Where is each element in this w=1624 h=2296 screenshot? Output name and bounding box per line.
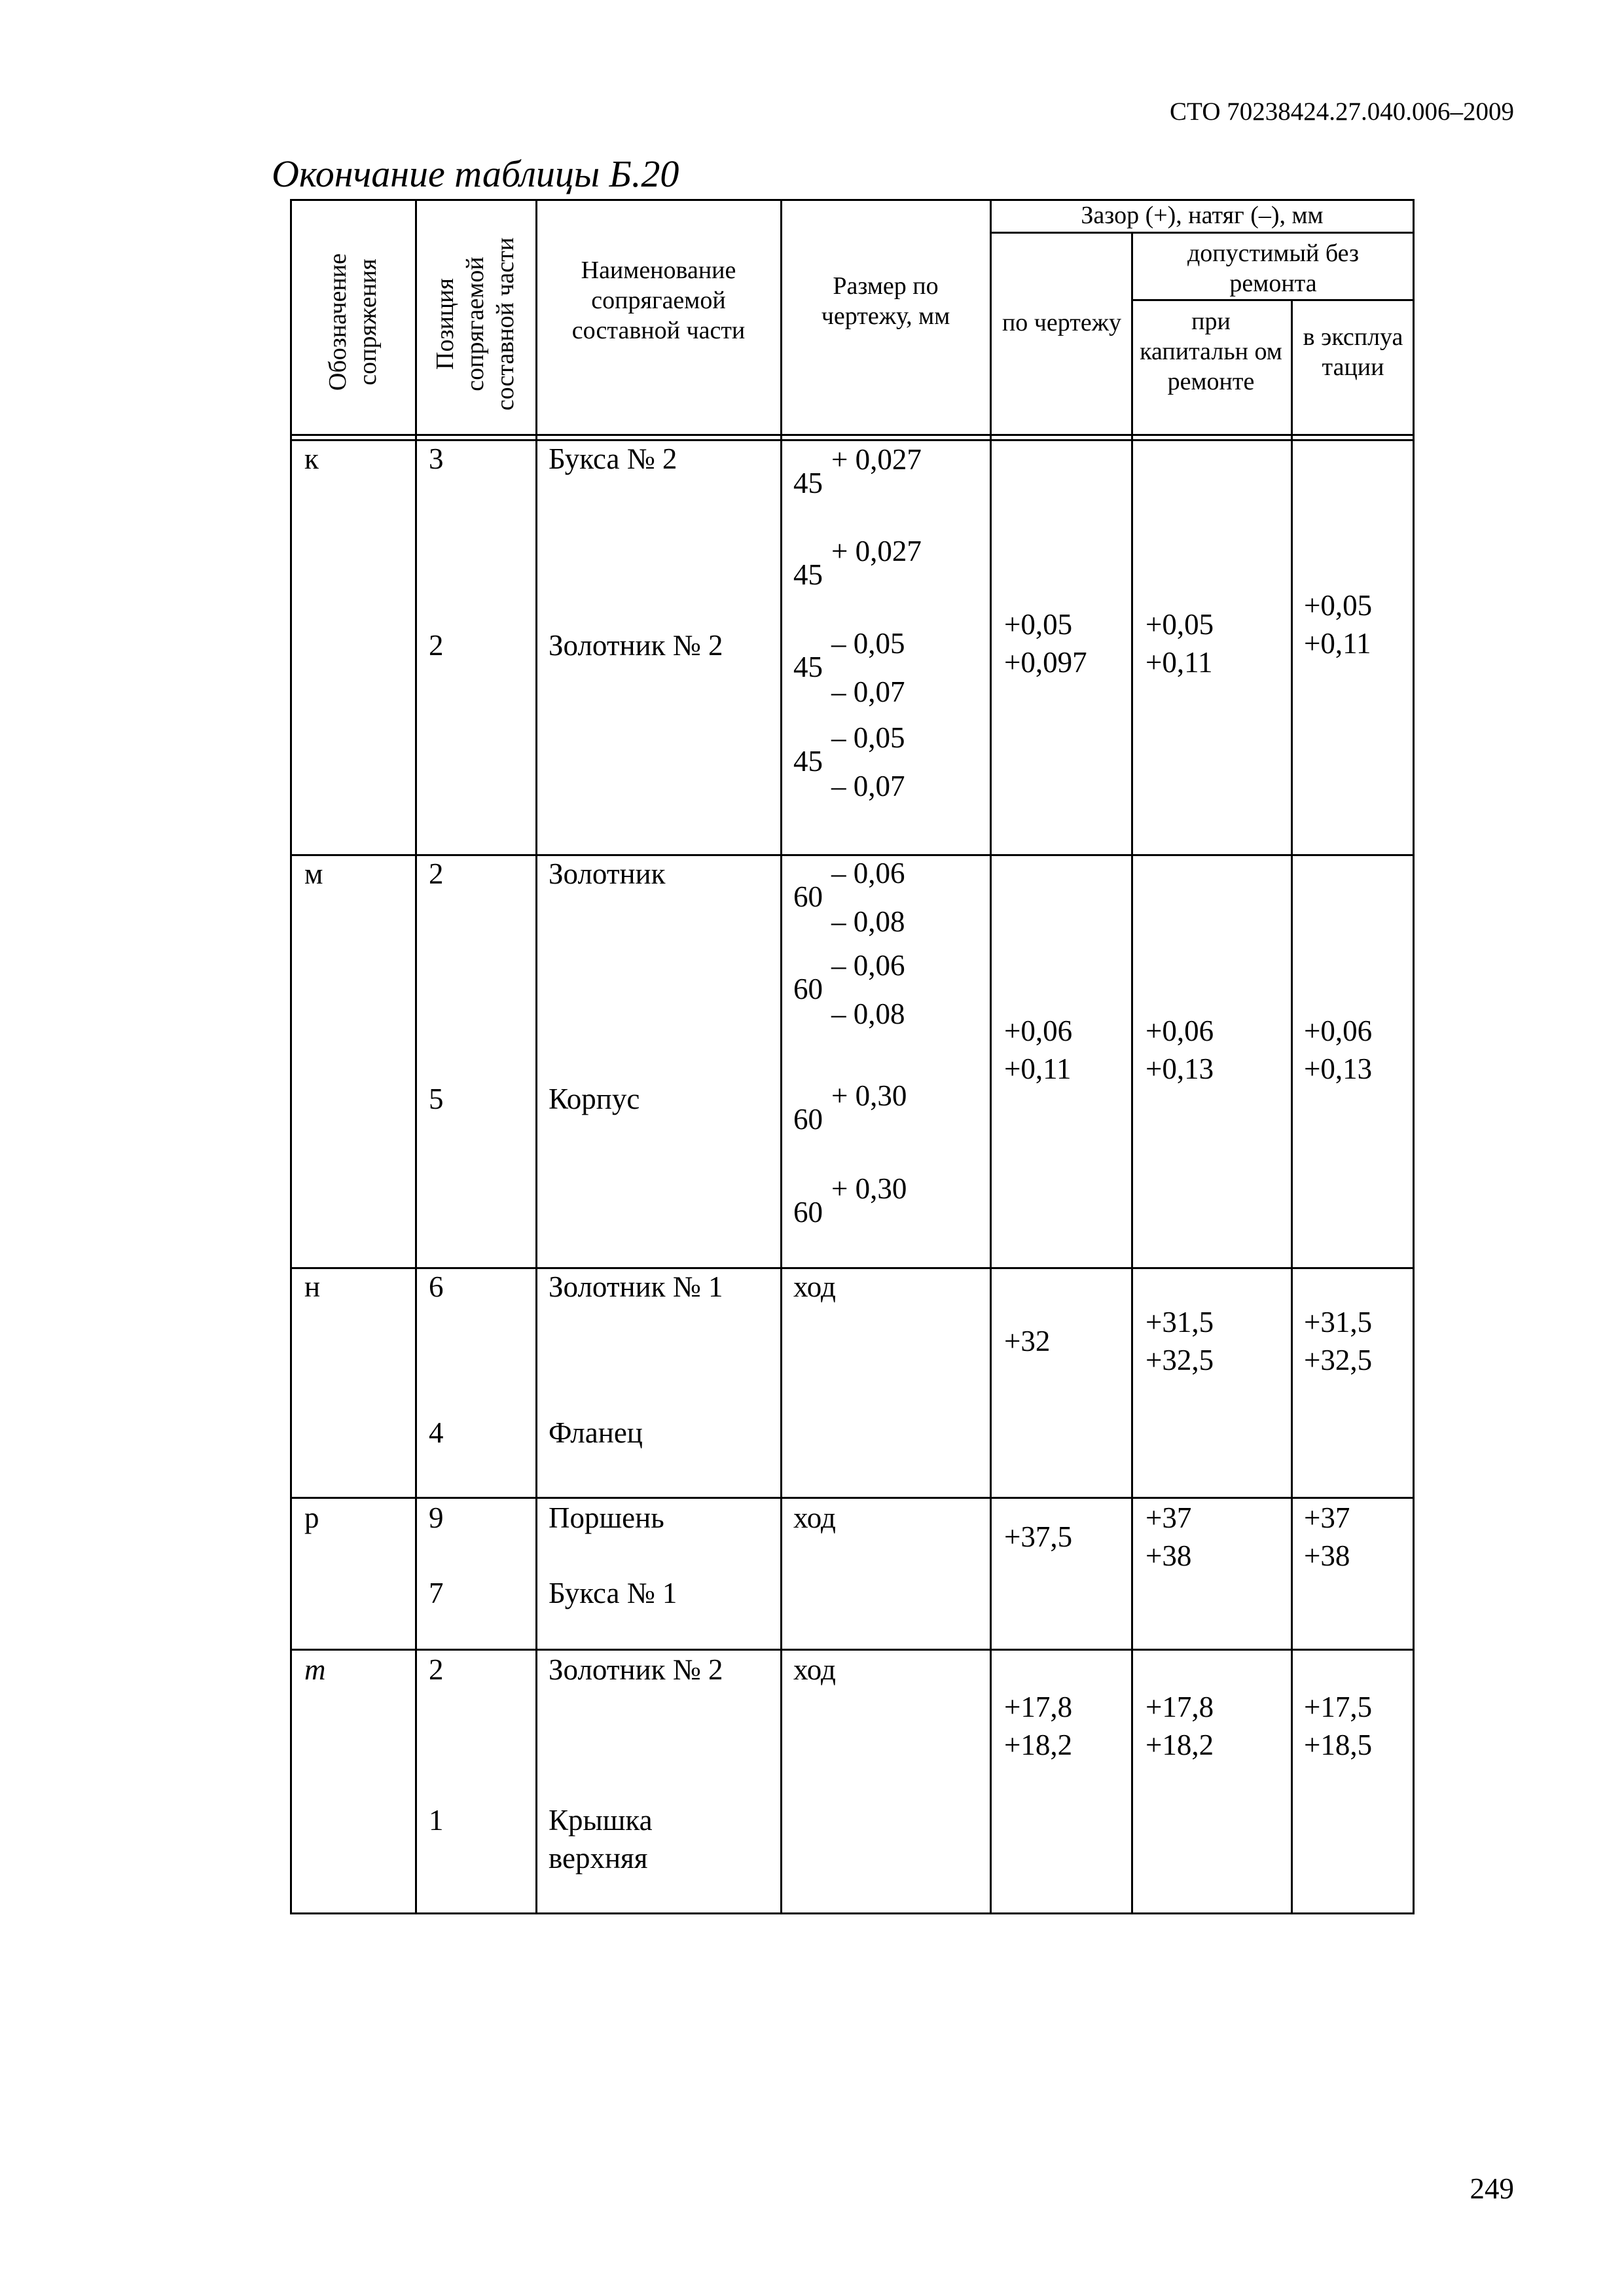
row-position: 3 — [429, 442, 444, 475]
column-divider — [780, 199, 782, 1914]
header-position: Позиция сопрягаемой составной части — [431, 237, 519, 411]
size-tolerance: – 0,05 45 – 0,07 — [793, 721, 905, 802]
overhaul-value: +17,8 — [1146, 1691, 1214, 1723]
row-designation: н — [304, 1270, 321, 1303]
row-position: 2 — [429, 857, 444, 890]
column-divider — [415, 199, 417, 1914]
by-drawing-value: +0,06 — [1004, 1014, 1073, 1047]
row-part-name: Фланец — [549, 1416, 643, 1449]
row-position: 6 — [429, 1270, 444, 1303]
row-part-name: Золотник № 1 — [549, 1270, 723, 1303]
by-drawing-value: +18,2 — [1004, 1729, 1073, 1761]
row-part-name-continued: верхняя — [549, 1842, 648, 1874]
row-position: 7 — [429, 1577, 444, 1609]
by-drawing-value: +0,05 — [1004, 608, 1073, 641]
size-text: ход — [793, 1270, 836, 1303]
service-value: +18,5 — [1304, 1729, 1373, 1761]
row-part-name: Крышка — [549, 1804, 653, 1837]
column-divider — [1131, 232, 1133, 1914]
by-drawing-value: +37,5 — [1004, 1520, 1073, 1553]
header-designation: Обозначение сопряжения — [324, 253, 382, 391]
size-tolerance: – 0,06 60 – 0,08 — [793, 857, 905, 938]
service-value: +0,06 — [1304, 1014, 1373, 1047]
header-size: Размер по чертежу, мм — [821, 272, 950, 330]
row-part-name: Букса № 2 — [549, 442, 677, 475]
document-code: СТО 70238424.27.040.006–2009 — [1170, 98, 1514, 126]
size-tolerance: + 0,027 45 — [793, 443, 922, 499]
overhaul-value: +32,5 — [1146, 1344, 1214, 1376]
row-part-name: Поршень — [549, 1501, 664, 1534]
row-designation: т — [304, 1653, 326, 1686]
by-drawing-value: +17,8 — [1004, 1691, 1073, 1723]
row-designation: к — [304, 442, 319, 475]
column-divider — [1291, 299, 1293, 1914]
overhaul-value: +18,2 — [1146, 1729, 1214, 1761]
row-position: 5 — [429, 1083, 444, 1115]
page-number: 249 — [1470, 2172, 1514, 2205]
service-value: +38 — [1304, 1539, 1350, 1572]
service-value: +31,5 — [1304, 1306, 1373, 1338]
header-by-drawing: по чертежу — [1001, 309, 1122, 336]
row-position: 2 — [429, 1653, 444, 1686]
table-border-left — [290, 199, 292, 1914]
service-value: +0,11 — [1304, 627, 1371, 660]
table-caption: Окончание таблицы Б.20 — [272, 152, 679, 195]
size-text: ход — [793, 1653, 836, 1686]
service-value: +0,05 — [1304, 589, 1373, 622]
size-tolerance: – 0,05 45 – 0,07 — [793, 627, 905, 708]
row-part-name: Букса № 1 — [549, 1577, 677, 1609]
overhaul-value: +0,06 — [1146, 1014, 1214, 1047]
row-divider — [290, 1267, 1415, 1269]
row-part-name: Золотник № 2 — [549, 1653, 723, 1686]
header-name: Наименование сопрягаемой составной части — [571, 257, 746, 344]
row-designation: м — [304, 857, 323, 890]
service-value: +0,13 — [1304, 1052, 1373, 1085]
row-divider — [290, 1649, 1415, 1651]
row-position: 9 — [429, 1501, 444, 1534]
overhaul-value: +38 — [1146, 1539, 1192, 1572]
row-position: 4 — [429, 1416, 444, 1449]
row-designation: р — [304, 1501, 319, 1534]
by-drawing-value: +0,11 — [1004, 1052, 1072, 1085]
column-divider — [535, 199, 537, 1914]
header-at-overhaul: при капитальн ом ремонте — [1140, 308, 1282, 395]
service-value: +32,5 — [1304, 1344, 1373, 1376]
column-divider — [990, 199, 992, 1914]
by-drawing-value: +32 — [1004, 1325, 1051, 1357]
size-tolerance: + 0,30 60 — [793, 1172, 907, 1229]
header-allowed-group: допустимый без ремонта — [1187, 240, 1360, 297]
row-position: 2 — [429, 629, 444, 662]
by-drawing-value: +0,097 — [1004, 646, 1087, 679]
overhaul-value: +31,5 — [1146, 1306, 1214, 1338]
overhaul-value: +0,13 — [1146, 1052, 1214, 1085]
overhaul-value: +37 — [1146, 1501, 1192, 1534]
header-in-service: в эксплуа тации — [1303, 323, 1403, 381]
overhaul-value: +0,11 — [1146, 646, 1213, 679]
row-position: 1 — [429, 1804, 444, 1837]
header-bottom — [290, 434, 1415, 436]
table-border-right — [1413, 199, 1415, 1914]
size-tolerance: – 0,06 60 – 0,08 — [793, 949, 905, 1030]
table-border-bottom — [290, 1912, 1415, 1914]
service-value: +17,5 — [1304, 1691, 1373, 1723]
header-divider-allowed — [1131, 299, 1415, 301]
row-part-name: Золотник — [549, 857, 666, 890]
row-part-name: Золотник № 2 — [549, 629, 723, 662]
row-part-name: Корпус — [549, 1083, 640, 1115]
header-divider-gap — [990, 232, 1415, 234]
service-value: +37 — [1304, 1501, 1350, 1534]
size-tolerance: + 0,027 45 — [793, 535, 922, 591]
size-text: ход — [793, 1501, 836, 1534]
row-divider — [290, 1497, 1415, 1499]
header-gap-group: Зазор (+), натяг (–), мм — [1081, 202, 1324, 229]
size-tolerance: + 0,30 60 — [793, 1079, 907, 1136]
overhaul-value: +0,05 — [1146, 608, 1214, 641]
